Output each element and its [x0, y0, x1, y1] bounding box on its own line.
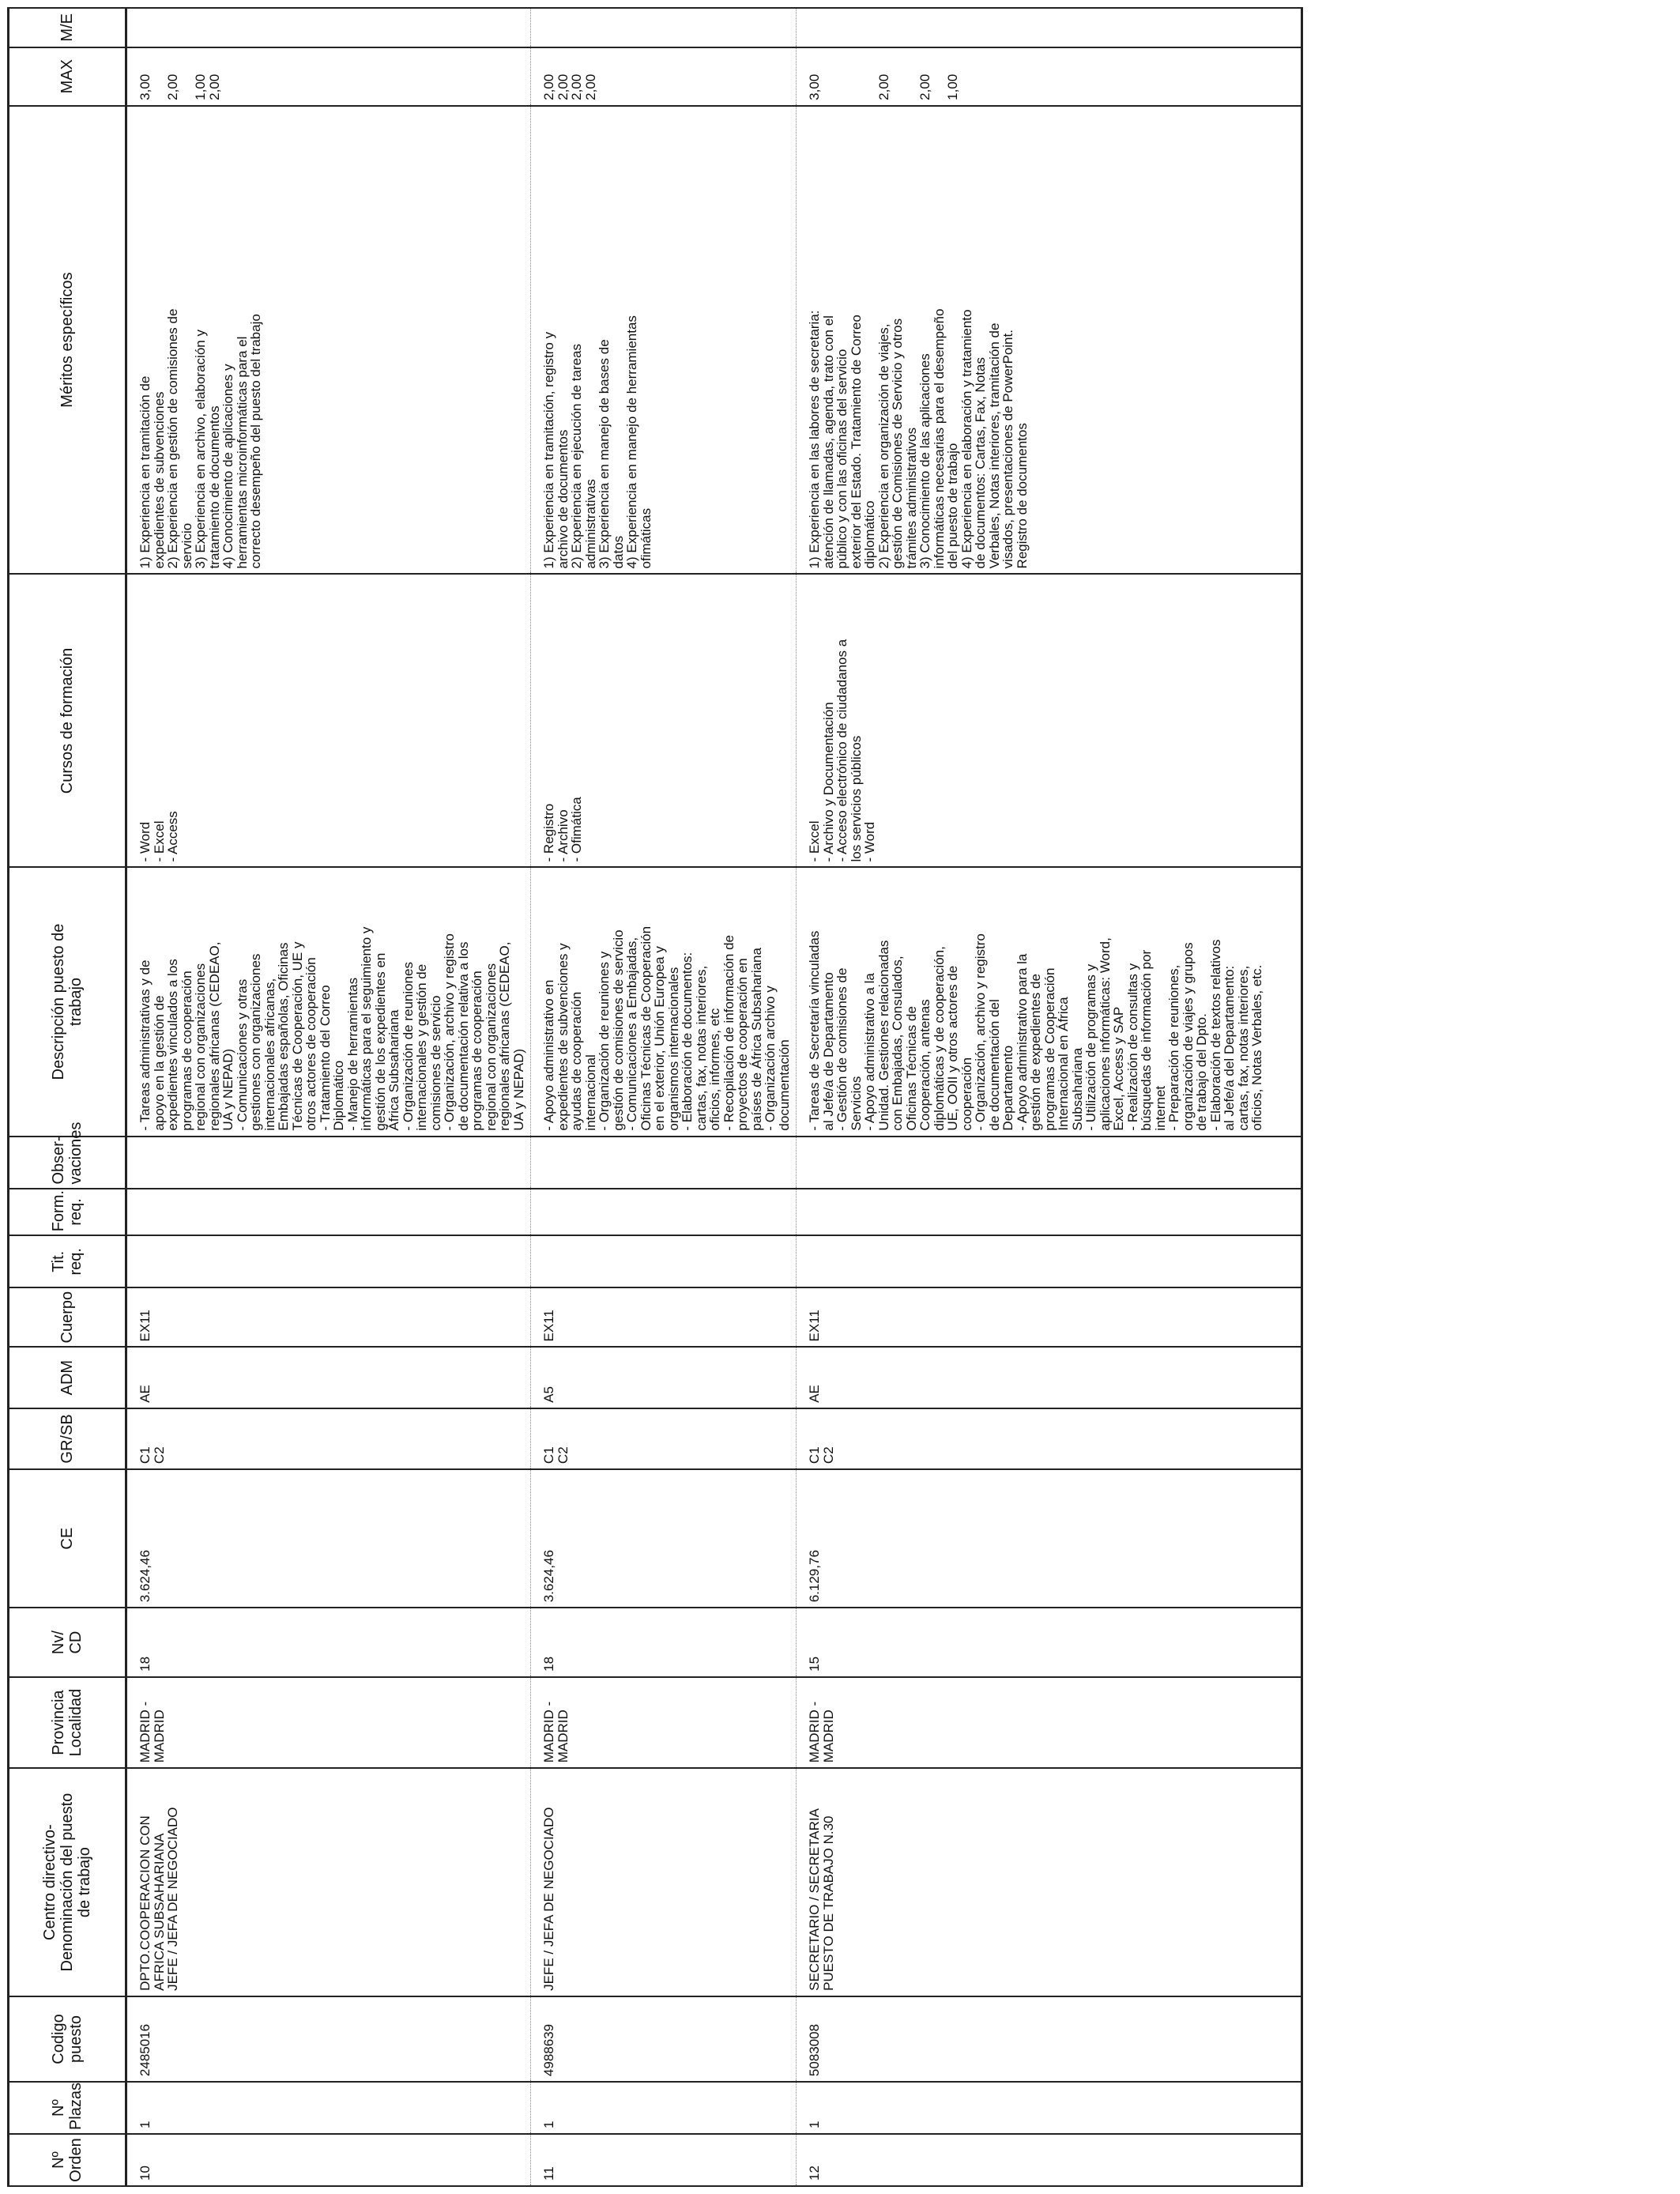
max-spacer — [835, 53, 849, 100]
cell-cuerpo: EX11 — [126, 1287, 531, 1347]
cell-observaciones — [531, 1137, 797, 1189]
cell-max — [531, 47, 797, 106]
cell-max — [797, 47, 1269, 106]
header-adm: ADM — [9, 1347, 126, 1408]
header-descripcion: Descripción puesto de trabajo — [9, 867, 126, 1136]
header-observaciones: Obser- vaciones — [9, 1137, 126, 1189]
cell-cursos: - Excel - Archivo y Documentación - Acceso electrónico de ciudadanos a los servicios públicos - Word — [797, 574, 1269, 867]
cell-plazas: 1 — [797, 2082, 1269, 2134]
cell-nivel: 15 — [797, 1608, 1269, 1677]
max-value: 2,00 — [555, 74, 571, 100]
max-spacer — [180, 53, 194, 100]
max-value: 2,00 — [917, 74, 932, 100]
cell-adm: A5 — [531, 1347, 797, 1408]
cell-formacion — [126, 1189, 531, 1236]
max-value: 1,00 — [945, 74, 960, 100]
cell-observaciones — [126, 1137, 531, 1189]
cell-titulacion — [797, 1235, 1269, 1287]
header-centro: Centro directivo- Denominación del puesto de trabajo — [9, 1768, 126, 1996]
header-titulacion: Tit. req. — [9, 1235, 126, 1287]
table-row — [126, 8, 531, 2186]
header-meritos: Méritos específicos — [9, 106, 126, 575]
max-value: 2,00 — [876, 74, 891, 100]
max-value: 2,00 — [206, 74, 222, 100]
table-bottom-spacer — [1269, 8, 1302, 2186]
cell-centro: SECRETARIO / SECRETARIA PUESTO DE TRABAJO N.30 — [797, 1768, 1269, 1996]
max-value: 1,00 — [193, 74, 208, 100]
cell-descripcion: - Tareas administrativas y de apoyo en la gestión de expedientes vinculados a los programas de cooperación regional con organizaciones regionales africanas (CEDEAO, UA y NEPAD) - Comunicaciones y otras gestiones con organizaciones internacionales africanas, Embajadas españolas, Oficinas Técnicas de Cooperación, UE y otros actores de cooperación - Tratamiento del Correo Diplomático - Manejo de herramientas informáticas para el seguimiento y gestión de los expedientes en África Subsahariana - Organización de reuniones internacionales y gestión de comisiones de servicio - Organización, archivo y registro de documentación relativa a los programas de cooperación regional con organizaciones regionales africanas (CEDEAO, UA y NEPAD) — [126, 867, 531, 1136]
cell-nivel: 18 — [531, 1608, 797, 1677]
header-me: M/E — [9, 8, 126, 47]
cell-observaciones — [797, 1137, 1269, 1189]
cell-plazas: 1 — [126, 2082, 531, 2134]
cell-descripcion: - Apoyo administrativo en expedientes de subvenciones y ayudas de cooperación internacional - Organización de reuniones y gestión de comisiones de servicio - Comunicaciones a Embajadas, Oficinas Técnicas de Cooperación en el exterior, Unión Europea y organismos internacionales - Elaboración de documentos: cartas, fax, notas interiores, oficios, informes, etc - Recopilación de información de proyectos de cooperación en países de África Subsahariana - Organización archivo y documentación — [531, 867, 797, 1136]
cell-adm: AE — [797, 1347, 1269, 1408]
cell-me — [531, 8, 797, 47]
cell-cursos: - Registro - Archivo - Ofimática — [531, 574, 797, 867]
cell-orden: 12 — [797, 2134, 1269, 2186]
header-orden: Nº Orden — [9, 2134, 126, 2186]
max-value: 2,00 — [582, 74, 598, 100]
max-spacer — [863, 53, 877, 100]
cell-orden: 10 — [126, 2134, 531, 2186]
max-value: 2,00 — [541, 74, 556, 100]
cell-codigo: 2485016 — [126, 1996, 531, 2082]
table-row — [531, 8, 797, 2186]
cell-titulacion — [126, 1235, 531, 1287]
cell-me — [126, 8, 531, 47]
header-plazas: Nº Plazas — [9, 2082, 126, 2134]
max-value: 2,00 — [569, 74, 584, 100]
cell-ce: 6.129,76 — [797, 1469, 1269, 1608]
cell-centro: JEFE / JEFA DE NEGOCIADO — [531, 1768, 797, 1996]
cell-cuerpo: EX11 — [797, 1287, 1269, 1347]
cell-grupo: C1 C2 — [531, 1408, 797, 1469]
header-max: MAX — [9, 47, 126, 106]
cell-adm: AE — [126, 1347, 531, 1408]
cell-formacion — [531, 1189, 797, 1236]
cell-meritos: 1) Experiencia en tramitación de expedientes de subvenciones 2) Experiencia en gestión de comisiones de servicio 3) Experiencia en archivo, elaboración y tratamiento de documentos 4) Conocimiento de aplicaciones y herramientas microinformáticas para el correcto desempeño del puesto del trabajo — [126, 106, 531, 575]
max-value: 3,00 — [807, 74, 822, 100]
cell-cuerpo: EX11 — [531, 1287, 797, 1347]
header-grupo: GR/SB — [9, 1408, 126, 1469]
header-row — [9, 8, 126, 2186]
cell-provincia: MADRID - MADRID — [126, 1677, 531, 1768]
cell-descripcion: - Tareas de Secretaría vinculadas al Jefe/a de Departamento - Gestión de comisiones de Servicios - Apoyo administrativo a la Unidad. Gestiones relacionadas con Embajadas, Consulados, Oficinas Técnicas de Cooperación, antenas diplomáticas y de cooperación, UE, OOII y otros actores de cooperación - Organización, archivo y registro de documentación del Departamento - Apoyo administrativo para la gestión de expedientes de programas de Cooperación Internacional en África Subsahariana - Utilización de programas y aplicaciones informáticas: Word, Excel, Access y SAP - Realización de consultas y búsquedas de información por internet - Preparación de reuniones, organización de viajes y grupos de trabajo del Dpto. - Elaboración de textos relativos al Jefe/a del Departamento: cartas, fax, notas interiores, oficios, Notas Verbales, etc. — [797, 867, 1269, 1136]
cell-ce: 3.624,46 — [126, 1469, 531, 1608]
max-value: 2,00 — [165, 74, 180, 100]
max-spacer — [891, 53, 905, 100]
cell-meritos: 1) Experiencia en las labores de secretaria: atención de llamadas, agenda, trato con el público y con las oficinas del servicio exterior del Estado. Tratamiento de Correo diplomático 2) Experiencia en organización de viajes, gestión de Comisiones de Servicio y otros trámites administrativos 3) Conocimiento de las aplicaciones informáticas necesarias para el desempeño del puesto de trabajo 4) Experiencia en elaboración y tratamiento de documentos: Cartas, Fax, Notas Verbales, Notas interiores, tramitación de visados, presentaciones de PowerPoint. Registro de documentos — [797, 106, 1269, 575]
max-spacer — [153, 53, 167, 100]
max-spacer — [932, 53, 947, 100]
cell-cursos: - Word - Excel - Access — [126, 574, 531, 867]
cell-codigo: 4988639 — [531, 1996, 797, 2082]
cell-titulacion — [531, 1235, 797, 1287]
positions-table — [7, 7, 1303, 2187]
cell-codigo: 5083008 — [797, 1996, 1269, 2082]
header-codigo: Codigo puesto — [9, 1996, 126, 2082]
cell-plazas: 1 — [531, 2082, 797, 2134]
header-ce: CE — [9, 1469, 126, 1608]
cell-nivel: 18 — [126, 1608, 531, 1677]
cell-provincia: MADRID - MADRID — [797, 1677, 1269, 1768]
header-cuerpo: Cuerpo — [9, 1287, 126, 1347]
cell-centro: DPTO.COOPERACION CON AFRICA SUBSAHARIANA JEFE / JEFA DE NEGOCIADO — [126, 1768, 531, 1996]
cell-ce: 3.624,46 — [531, 1469, 797, 1608]
max-spacer — [849, 53, 864, 100]
cell-orden: 11 — [531, 2134, 797, 2186]
table-row — [797, 8, 1269, 2186]
cell-grupo: C1 C2 — [797, 1408, 1269, 1469]
cell-formacion — [797, 1189, 1269, 1236]
cell-meritos: 1) Experiencia en tramitación, registro y archivo de documentos 2) Experiencia en ejecución de tareas administrativas 3) Experiencia en manejo de bases de datos 4) Experiencia en manejo de herramientas ofimáticas — [531, 106, 797, 575]
rotated-sheet — [7, 7, 1673, 2187]
max-value: 3,00 — [137, 74, 153, 100]
cell-grupo: C1 C2 — [126, 1408, 531, 1469]
header-nivel: Nv/ CD — [9, 1608, 126, 1677]
cell-max — [126, 47, 531, 106]
cell-me — [797, 8, 1269, 47]
max-spacer — [822, 53, 836, 100]
header-cursos: Cursos de formación — [9, 574, 126, 867]
cell-provincia: MADRID - MADRID — [531, 1677, 797, 1768]
header-provincia: Provincia Localidad — [9, 1677, 126, 1768]
header-formacion: Form. req. — [9, 1189, 126, 1236]
max-spacer — [905, 53, 919, 100]
